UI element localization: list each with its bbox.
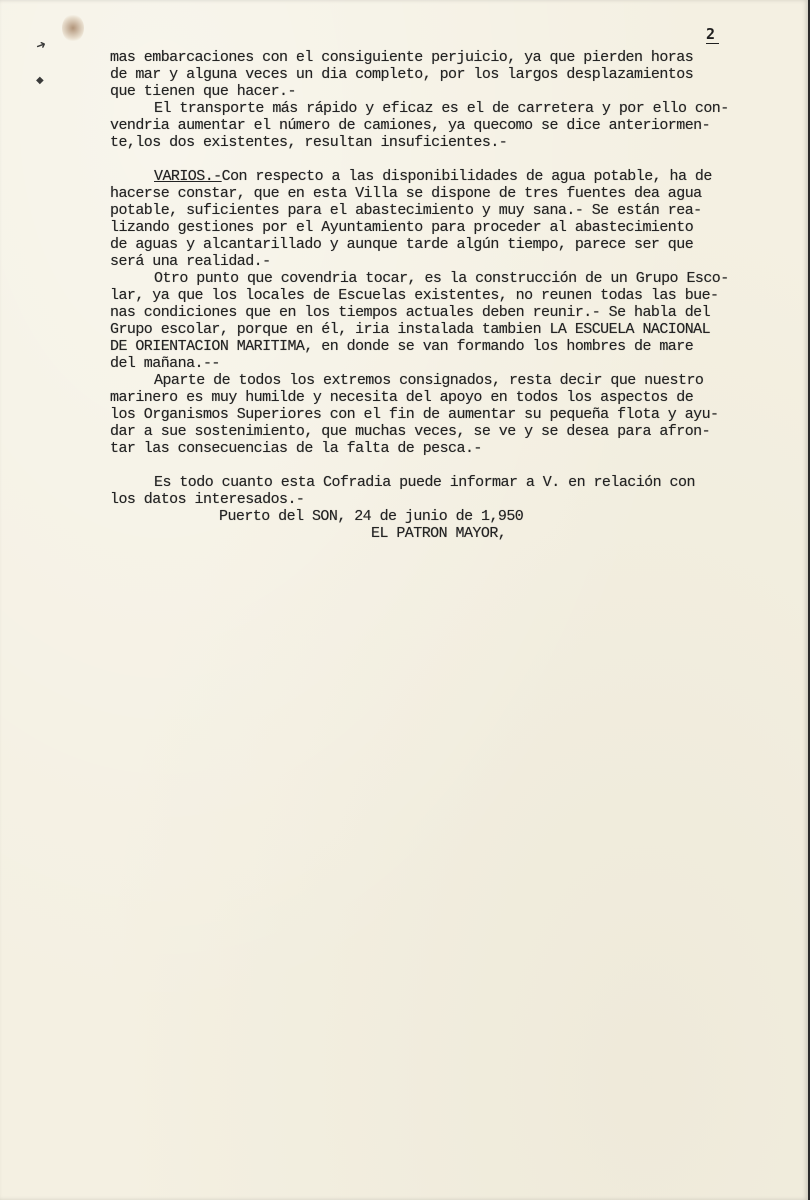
text-line: lar, ya que los locales de Escuelas existentes, no reunen todas las bue- [110,287,719,304]
text-line: vendria aumentar el número de camiones, ya quecomo se dice anteriormen- [110,117,711,134]
section-heading-line [154,168,712,185]
text-line: que tienen que hacer.- [110,83,296,100]
text-line: mas embarcaciones con el consiguiente perjuicio, ya que pierden horas [110,49,694,66]
section-heading: VARIOS.- [154,168,222,185]
text-line: los Organismos Superiores con el fin de aumentar su pequeña flota y ayu- [110,406,719,423]
page-number: 2 [706,26,719,44]
text-line: marinero es muy humilde y necesita del apoyo en todos los aspectos de [110,389,694,406]
signature-title: EL PATRON MAYOR, [371,525,507,542]
text-line: del mañana.-- [110,355,220,372]
text-line: El transporte más rápido y eficaz es el de carretera y por ello con- [154,100,729,117]
text-line: Grupo escolar, porque en él, iria instalada tambien LA ESCUELA NACIONAL [110,321,711,338]
text-line: de mar y alguna veces un dia completo, por los largos desplazamientos [110,66,694,83]
ink-mark: ➜ [33,36,49,54]
text-line: DE ORIENTACION MARITIMA, en donde se van formando los hombres de mare [110,338,694,355]
text-line: dar a sue sostenimiento, que muchas veces, se ve y se desea para afron- [110,423,711,440]
place-date-line: Puerto del SON, 24 de junio de 1,950 [219,508,524,525]
paper-stain [62,14,84,42]
text-line: te,los dos existentes, resultan insuficientes.- [110,134,508,151]
text-line: Con respecto a las disponibilidades de agua potable, ha de [221,168,712,185]
ink-mark: ◆ [36,75,44,86]
text-line: Aparte de todos los extremos consignados, resta decir que nuestro [154,372,704,389]
text-line: hacerse constar, que en esta Villa se dispone de tres fuentes dea agua [110,185,702,202]
text-line: será una realidad.- [110,253,271,270]
text-line: Otro punto que covendria tocar, es la construcción de un Grupo Esco- [154,270,729,287]
text-line: nas condiciones que en los tiempos actuales deben reunir.- Se habla del [110,304,711,321]
text-line: Es todo cuanto esta Cofradia puede informar a V. en relación con [154,474,695,491]
text-line: tar las consecuencias de la falta de pesca.- [110,440,482,457]
text-line: de aguas y alcantarillado y aunque tarde algún tiempo, parece ser que [110,236,694,253]
text-line: lizando gestiones por el Ayuntamiento para proceder al abastecimiento [110,219,694,236]
text-line: potable, suficientes para el abastecimiento y muy sana.- Se están rea- [110,202,702,219]
text-line: los datos interesados.- [110,491,305,508]
